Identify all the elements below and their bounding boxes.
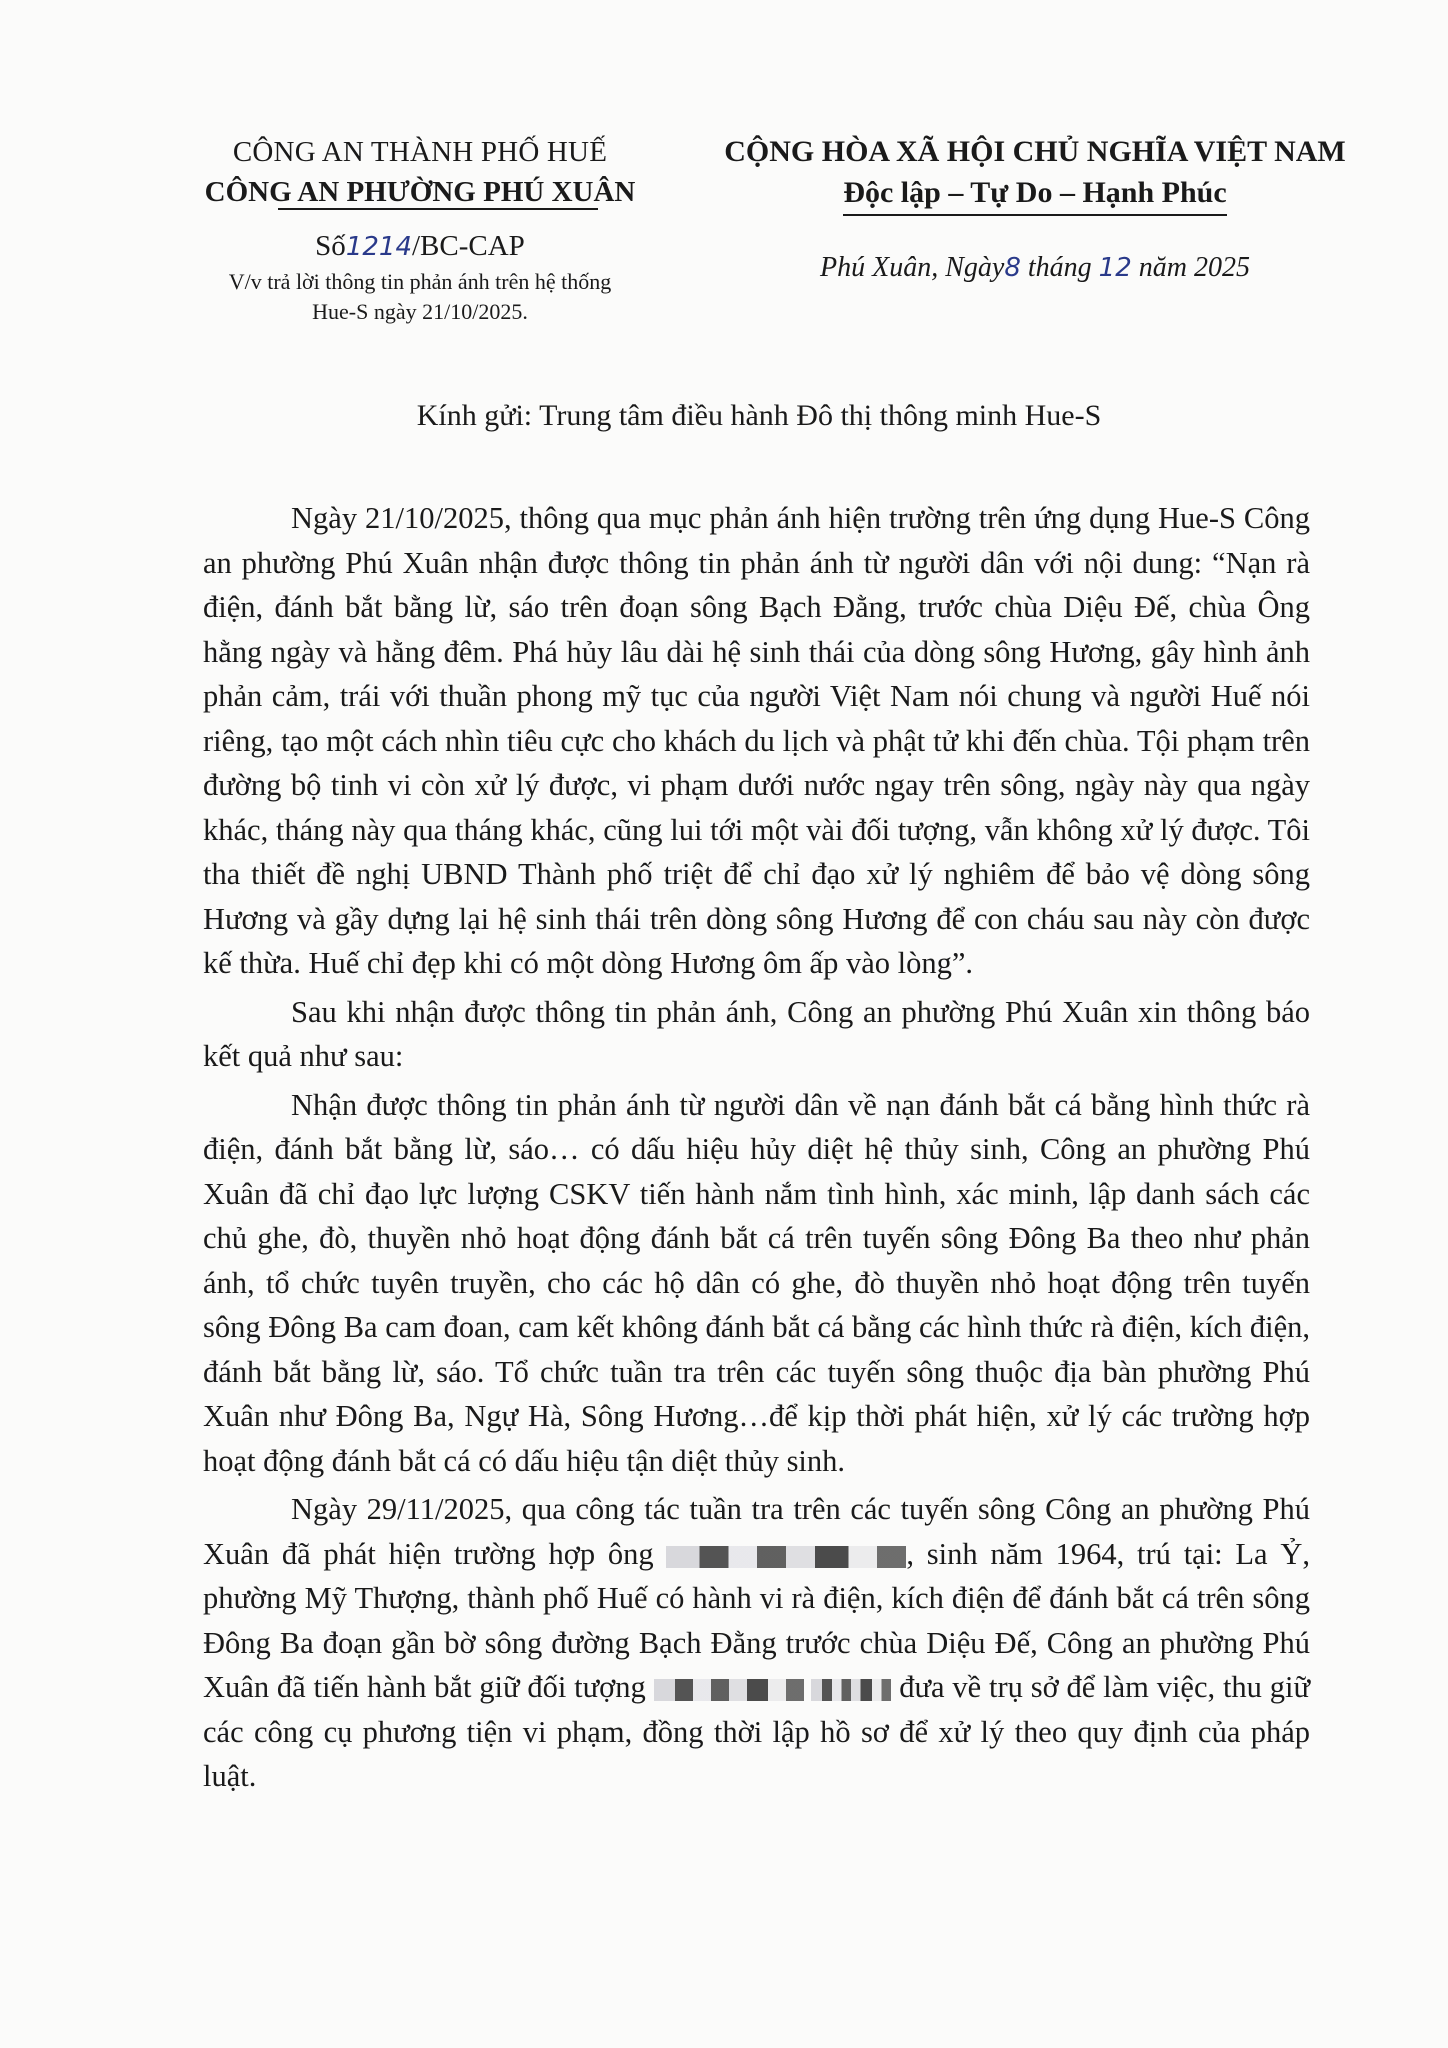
paragraph-4: Ngày 29/11/2025, qua công tác tuần tra trên các tuyến sông Công an phường Phú Xuân đã phát hiện trường hợp ông , sinh năm 1964, trú tại: La Ỷ, phường Mỹ Thượng, thành phố Huế có hành vi rà điện, kích điện để đánh bắt cá trên sông Đông Ba đoạn gần bờ sông đường Bạch Đằng trước chùa Diệu Đế, Công an phường Phú Xuân đã tiến hành bắt giữ đối tượng đưa về trụ sở để làm việc, thu giữ các công cụ phương tiện vi phạm, đồng thời lập hồ sơ để xử lý theo quy định của pháp luật. [203,1492,1310,1793]
redacted-name-3 [811,1679,891,1701]
recipient-line: Kính gửi: Trung tâm điều hành Đô thị thông minh Hue-S [416,399,1102,432]
subject-line-2: Hue-S ngày 21/10/2025. [312,299,528,324]
national-motto: Độc lập – Tự Do – Hạnh Phúc [843,172,1226,216]
agency-underline [278,208,598,210]
agency-name: CÔNG AN PHƯỜNG PHÚ XUÂN [204,176,636,208]
document-number: Số1214/BC-CAP [315,230,525,262]
agency-parent: CÔNG AN THÀNH PHỐ HUẾ [232,136,608,168]
paragraph-3: Nhận được thông tin phản ánh từ người dân về nạn đánh bắt cá bằng hình thức rà điện, đánh bắt bằng lừ, sáo… có dấu hiệu hủy diệt hệ thủy sinh, Công an phường Phú Xuân đã chỉ đạo lực lượng CSKV tiến hành nắm tình hình, xác minh, lập danh sách các chủ ghe, đò, thuyền nhỏ hoạt động đánh bắt cá trên tuyến sông Đông Ba theo như phản ánh, tổ chức tuyên truyền, cho các hộ dân có ghe, đò thuyền nhỏ hoạt động trên tuyến sông Đông Ba cam đoan, cam kết không đánh bắt cá bằng các hình thức rà điện, kích điện, đánh bắt bằng lừ, sáo. Tổ chức tuần tra trên các tuyến sông thuộc địa bàn phường Phú Xuân như Đông Ba, Ngự Hà, Sông Hương…để kịp thời phát hiện, xử lý các trường hợp hoạt động đánh bắt cá có dấu hiệu tận diệt thủy sinh. [203,1087,1310,1478]
subject-line-1: V/v trả lời thông tin phản ánh trên hệ thống [228,269,612,294]
date-line: Phú Xuân, Ngày8 tháng 12 năm 2025 [820,252,1250,283]
header-left [150,132,690,327]
nation-title: CỘNG HÒA XÃ HỘI CHỦ NGHĨA VIỆT NAM [724,135,1346,168]
redacted-name-1 [666,1546,906,1568]
paragraph-1: Ngày 21/10/2025, thông qua mục phản ánh hiện trường trên ứng dụng Hue-S Công an phường Phú Xuân nhận được thông tin phản ánh từ người dân với nội dung: “Nạn rà điện, đánh bắt bằng lừ, sáo trên đoạn sông Bạch Đằng, trước chùa Diệu Đế, chùa Ông hằng ngày và hằng đêm. Phá hủy lâu dài hệ sinh thái của dòng sông Hương, gây hình ảnh phản cảm, trái với thuần phong mỹ tục của người Việt Nam nói chung và người Huế nói riêng, tạo một cách nhìn tiêu cực cho khách du lịch và phật tử khi đến chùa. Tội phạm trên đường bộ tinh vi còn xử lý được, vi phạm dưới nước ngay trên sông, ngày này qua ngày khác, tháng này qua tháng khác, cũng lui tới một vài đối tượng, vẫn không xử lý được. Tôi tha thiết đề nghị UBND Thành phố triệt để chỉ đạo xử lý nghiêm để bảo vệ dòng sông Hương và gầy dựng lại hệ sinh thái trên dòng sông Hương để con cháu sau này còn được kế thừa. Huế chỉ đẹp khi có một dòng Hương ôm ấp vào lòng”. [203,501,1310,980]
handwritten-month: 12 [1098,253,1132,283]
redacted-name-2 [654,1679,804,1701]
header-right [690,132,1380,288]
document-body [203,496,1310,1799]
handwritten-number: 1214 [345,232,412,262]
handwritten-day: 8 [1004,253,1021,283]
paragraph-2: Sau khi nhận được thông tin phản ánh, Công an phường Phú Xuân xin thông báo kết quả như sau: [203,994,1310,1073]
